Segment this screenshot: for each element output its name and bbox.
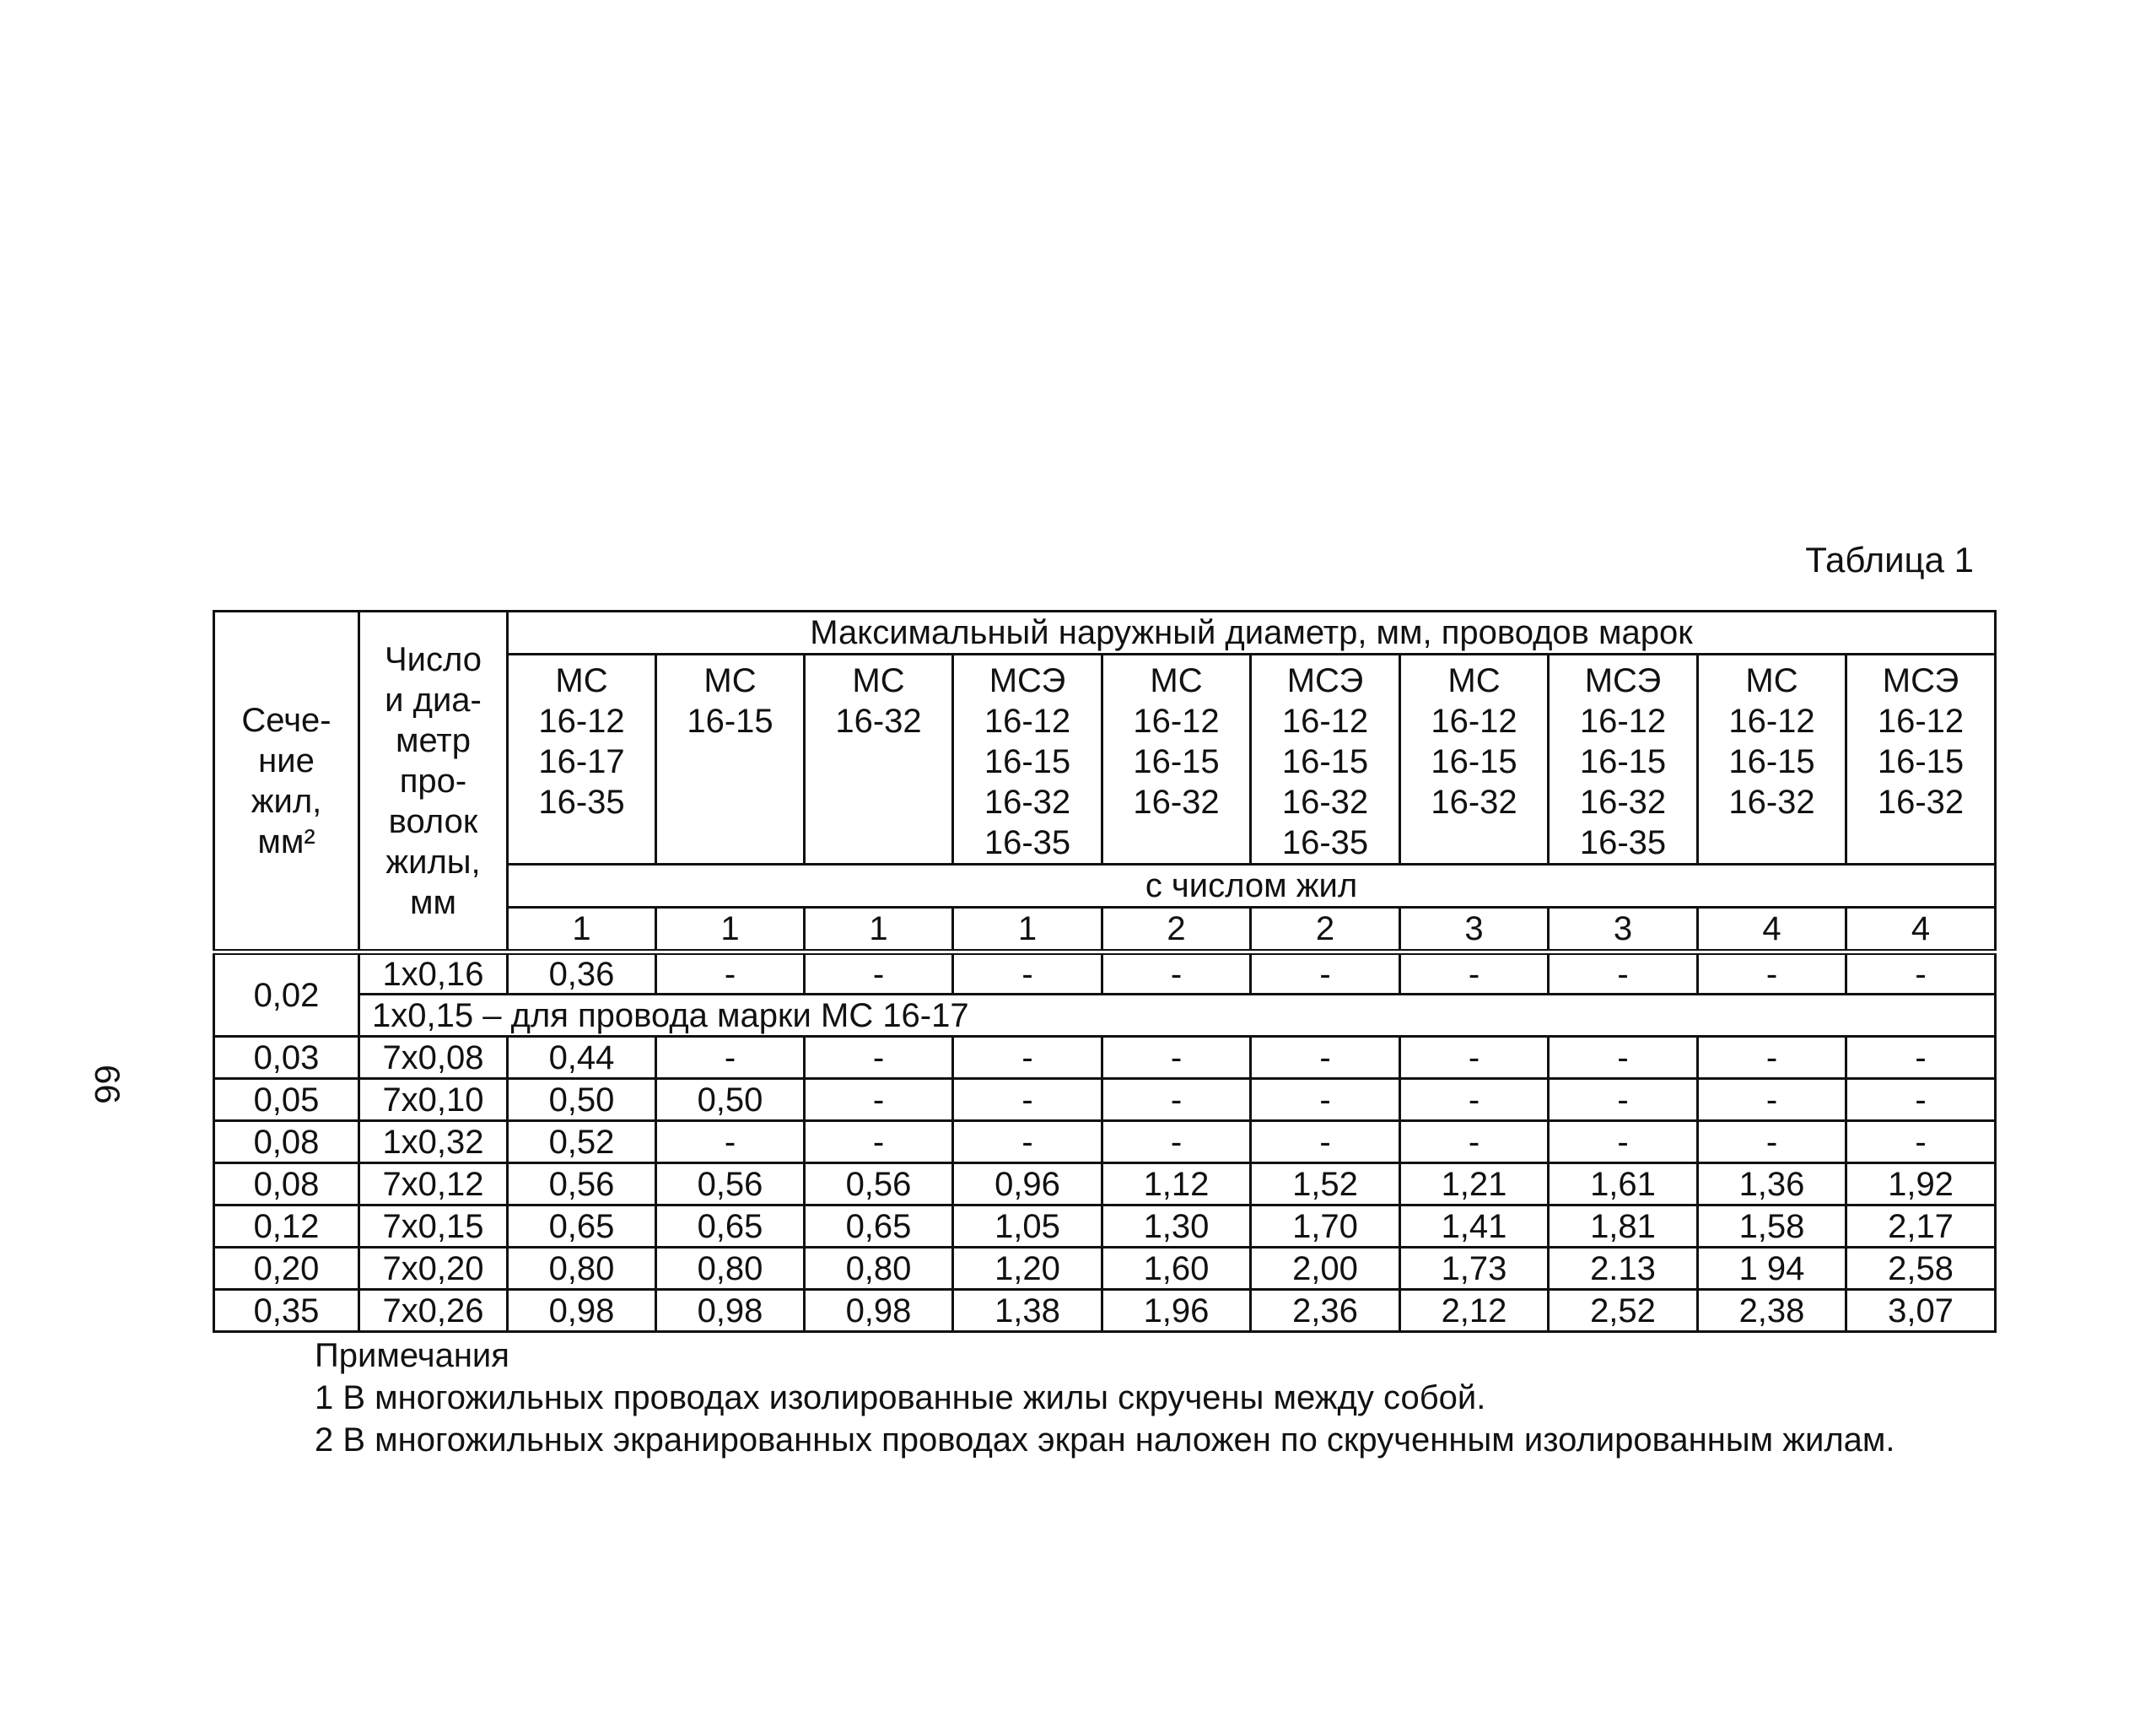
header-brand: МСЭ 16-12 16-15 16-32 16-35 (953, 655, 1102, 865)
cell-value: 1,70 (1251, 1205, 1400, 1248)
cell-value: - (1698, 952, 1846, 995)
cell-value: 0,98 (508, 1290, 656, 1332)
cell-value: 3,07 (1846, 1290, 1996, 1332)
cell-wire: 7х0,12 (359, 1163, 508, 1205)
cell-value: 2,00 (1251, 1248, 1400, 1290)
cell-value: 0,80 (656, 1248, 805, 1290)
cell-value: 1,12 (1102, 1163, 1251, 1205)
header-brand: МСЭ 16-12 16-15 16-32 16-35 (1549, 655, 1698, 865)
cell-value: - (656, 1121, 805, 1163)
cell-value: - (805, 1121, 953, 1163)
cell-wire: 1х0,16 (359, 952, 508, 995)
note-item: 2 В многожильных экранированных проводах экран наложен по скрученным изолированным жилам. (315, 1421, 1895, 1459)
cell-value: 1,30 (1102, 1205, 1251, 1248)
table-body (214, 952, 1996, 1332)
header-cores: 4 (1846, 908, 1996, 952)
cell-value: - (1251, 1121, 1400, 1163)
header-cores: 4 (1698, 908, 1846, 952)
header-brand: МС 16-32 (805, 655, 953, 865)
cell-value: - (805, 1037, 953, 1079)
cell-value: 0,80 (508, 1248, 656, 1290)
cell-value: - (1400, 1037, 1549, 1079)
cell-value: - (953, 1037, 1102, 1079)
cell-value: 0,50 (508, 1079, 656, 1121)
cell-value: 1,61 (1549, 1163, 1698, 1205)
cell-value: 0,65 (656, 1205, 805, 1248)
cell-value: - (1846, 952, 1996, 995)
cell-value: - (1102, 952, 1251, 995)
table-row (214, 1163, 1996, 1205)
cell-value: 1,41 (1400, 1205, 1549, 1248)
cell-value: - (1251, 1037, 1400, 1079)
header-cores: 2 (1102, 908, 1251, 952)
cell-value: 1,73 (1400, 1248, 1549, 1290)
cell-value: - (1549, 1079, 1698, 1121)
table-row (214, 1037, 1996, 1079)
cell-value: 0,50 (656, 1079, 805, 1121)
cell-value: 1,81 (1549, 1205, 1698, 1248)
cell-value: 0,52 (508, 1121, 656, 1163)
data-table (213, 610, 1997, 1333)
cell-value: - (1102, 1079, 1251, 1121)
table-header (214, 612, 1996, 952)
cell-value: 1,05 (953, 1205, 1102, 1248)
header-section: Сече- ние жил, мм² (214, 612, 359, 952)
cell-value: 1,52 (1251, 1163, 1400, 1205)
cell-wire: 7х0,15 (359, 1205, 508, 1248)
cell-section: 0,08 (214, 1121, 359, 1163)
cell-value: - (1698, 1121, 1846, 1163)
cell-value: 1,92 (1846, 1163, 1996, 1205)
cell-value: - (805, 1079, 953, 1121)
header-cores: 2 (1251, 908, 1400, 952)
header-brand: МСЭ 16-12 16-15 16-32 16-35 (1251, 655, 1400, 865)
cell-value: 1,36 (1698, 1163, 1846, 1205)
cell-value: - (1251, 1079, 1400, 1121)
cell-wire: 1х0,32 (359, 1121, 508, 1163)
header-brand: МС 16-12 16-15 16-32 (1400, 655, 1549, 865)
header-cores: 1 (656, 908, 805, 952)
cell-value: - (1251, 952, 1400, 995)
cell-wire: 7х0,10 (359, 1079, 508, 1121)
notes (232, 1335, 1974, 1461)
cell-value: - (1549, 1121, 1698, 1163)
cell-value: - (1102, 1121, 1251, 1163)
cell-value: - (953, 1121, 1102, 1163)
header-brand: МСЭ 16-12 16-15 16-32 (1846, 655, 1996, 865)
cell-value: 1,58 (1698, 1205, 1846, 1248)
header-cores: 3 (1549, 908, 1698, 952)
page-number: 66 (88, 1065, 127, 1104)
cell-value: 0,44 (508, 1037, 656, 1079)
header-cores: 3 (1400, 908, 1549, 952)
cell-value: - (1698, 1037, 1846, 1079)
header-cores: 1 (953, 908, 1102, 952)
cell-value: - (1846, 1079, 1996, 1121)
header-brand: МС 16-15 (656, 655, 805, 865)
cell-value: - (953, 952, 1102, 995)
cell-value: - (1549, 952, 1698, 995)
cell-wire: 7х0,20 (359, 1248, 508, 1290)
cell-value: 0,56 (656, 1163, 805, 1205)
header-brand: МС 16-12 16-15 16-32 (1698, 655, 1846, 865)
cell-value: 2,52 (1549, 1290, 1698, 1332)
header-brand: МС 16-12 16-17 16-35 (508, 655, 656, 865)
cell-wire: 7х0,26 (359, 1290, 508, 1332)
table-row (214, 952, 1996, 995)
cell-value: 0,96 (953, 1163, 1102, 1205)
cell-value: 1,96 (1102, 1290, 1251, 1332)
cell-value: - (1400, 952, 1549, 995)
header-cores: 1 (508, 908, 656, 952)
cell-value: 2,38 (1698, 1290, 1846, 1332)
cell-wire-note: 1х0,15 – для провода марки МС 16-17 (359, 995, 1996, 1037)
cell-value: - (1102, 1037, 1251, 1079)
cell-value: 2,36 (1251, 1290, 1400, 1332)
cell-value: - (1846, 1037, 1996, 1079)
cell-value: - (656, 952, 805, 995)
table-row (214, 1290, 1996, 1332)
cell-value: - (1400, 1121, 1549, 1163)
cell-value: - (1400, 1079, 1549, 1121)
header-cores-count: с числом жил (508, 865, 1996, 908)
cell-value: 0,56 (508, 1163, 656, 1205)
note-item: 1 В многожильных проводах изолированные жилы скручены между собой. (315, 1379, 1486, 1416)
cell-value: - (1549, 1037, 1698, 1079)
cell-value: 0,65 (508, 1205, 656, 1248)
header-brand: МС 16-12 16-15 16-32 (1102, 655, 1251, 865)
table-row (214, 1205, 1996, 1248)
cell-value: 1,21 (1400, 1163, 1549, 1205)
cell-section: 0,20 (214, 1248, 359, 1290)
notes-title: Примечания (315, 1337, 509, 1374)
table-row (214, 995, 1996, 1037)
cell-value: 0,80 (805, 1248, 953, 1290)
cell-value: 1 94 (1698, 1248, 1846, 1290)
cell-section: 0,08 (214, 1163, 359, 1205)
cell-section: 0,02 (214, 952, 359, 1037)
cell-wire: 7х0,08 (359, 1037, 508, 1079)
cell-value: 2.13 (1549, 1248, 1698, 1290)
cell-value: 0,98 (805, 1290, 953, 1332)
table-row (214, 1121, 1996, 1163)
cell-value: 1,60 (1102, 1248, 1251, 1290)
cell-value: 2,58 (1846, 1248, 1996, 1290)
table-row (214, 1079, 1996, 1121)
cell-value: - (953, 1079, 1102, 1121)
table-row (214, 1248, 1996, 1290)
table-caption: Таблица 1 (1805, 540, 1974, 580)
cell-value: - (1846, 1121, 1996, 1163)
cell-value: 0,56 (805, 1163, 953, 1205)
cell-value: 1,20 (953, 1248, 1102, 1290)
cell-value: 2,12 (1400, 1290, 1549, 1332)
cell-value: - (656, 1037, 805, 1079)
cell-value: 1,38 (953, 1290, 1102, 1332)
cell-section: 0,05 (214, 1079, 359, 1121)
cell-section: 0,35 (214, 1290, 359, 1332)
header-max-diameter: Максимальный наружный диаметр, мм, проводов марок (508, 612, 1996, 655)
cell-value: 2,17 (1846, 1205, 1996, 1248)
cell-section: 0,12 (214, 1205, 359, 1248)
cell-value: 0,36 (508, 952, 656, 995)
cell-value: 0,65 (805, 1205, 953, 1248)
cell-section: 0,03 (214, 1037, 359, 1079)
header-cores: 1 (805, 908, 953, 952)
cell-value: - (805, 952, 953, 995)
cell-value: - (1698, 1079, 1846, 1121)
header-wires: Число и диа- метр про- волок жилы, мм (359, 612, 508, 952)
cell-value: 0,98 (656, 1290, 805, 1332)
